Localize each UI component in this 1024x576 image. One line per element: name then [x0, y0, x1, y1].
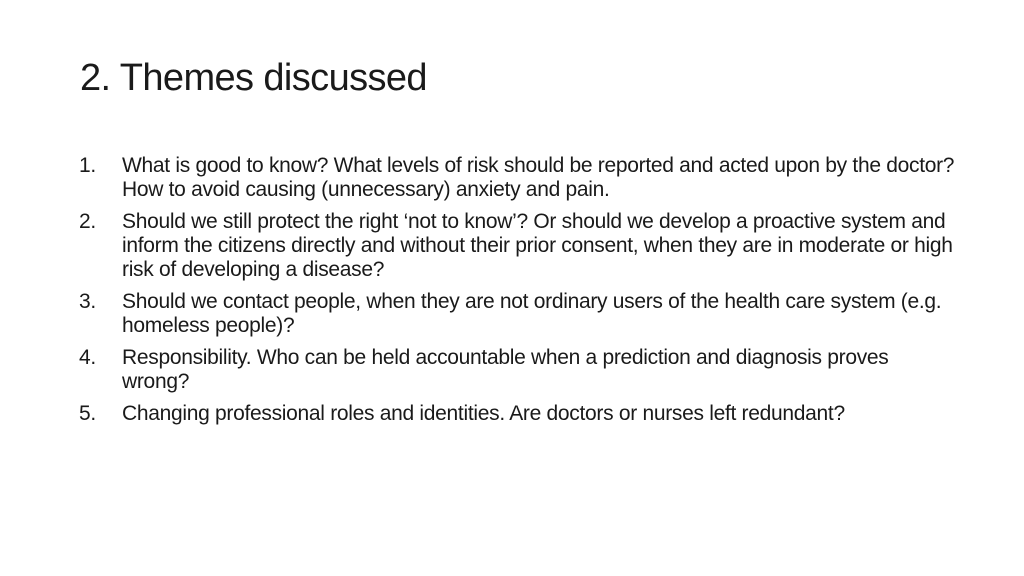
list-item: [79, 402, 959, 426]
list-item: [79, 290, 959, 338]
list-item-text: Changing professional roles and identities. Are doctors or nurses left redundant?: [122, 402, 845, 425]
list-item-number: 4.: [79, 346, 96, 369]
list-item-number: 2.: [79, 210, 96, 233]
themes-list: [79, 154, 959, 434]
list-item: [79, 154, 959, 202]
list-item-text: Should we still protect the right ‘not to know’? Or should we develop a proactive system and inform the citizens directly and without their prior consent, when they are in moderate or high risk of developing a disease?: [122, 210, 953, 281]
slide-title: 2. Themes discussed: [80, 57, 427, 99]
list-item-number: 5.: [79, 402, 96, 425]
list-item-text: Should we contact people, when they are not ordinary users of the health care system (e.g. homeless people)?: [122, 290, 942, 337]
list-item-number: 3.: [79, 290, 96, 313]
list-item-number: 1.: [79, 154, 96, 177]
list-item-text: What is good to know? What levels of risk should be reported and acted upon by the doctor? How to avoid causing (unnecessary) anxiety and pain.: [122, 154, 955, 201]
list-item-text: Responsibility. Who can be held accountable when a prediction and diagnosis proves wrong?: [122, 346, 889, 393]
list-item: [79, 210, 959, 282]
list-item: [79, 346, 959, 394]
